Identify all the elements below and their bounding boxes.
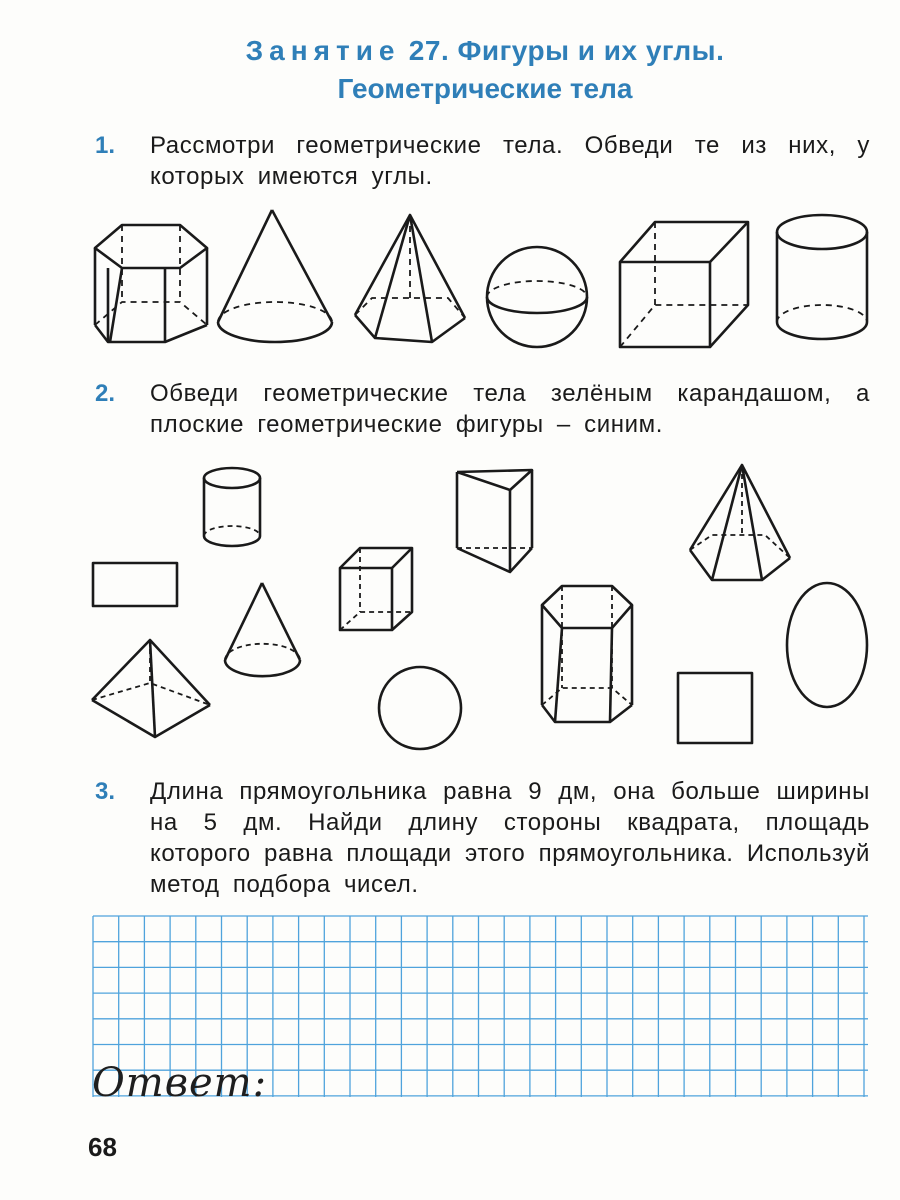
task-text: Обведи геометрические тела зелёным карандашом, а плоские геометрические фигуры – синим. (150, 380, 870, 438)
task-number: 1. (95, 132, 116, 159)
cylinder[interactable] (777, 215, 867, 339)
cone[interactable] (218, 210, 332, 342)
square-pyramid[interactable] (92, 640, 210, 737)
square-flat[interactable] (678, 673, 752, 743)
hexagonal-prism[interactable] (95, 225, 207, 342)
tall-hexagonal-prism[interactable] (542, 586, 632, 722)
sphere[interactable] (487, 247, 587, 347)
page-number: 68 (88, 1132, 117, 1162)
cube[interactable] (620, 222, 748, 347)
small-cylinder[interactable] (204, 468, 260, 546)
title-word: Занятие (245, 35, 401, 66)
ellipse-flat[interactable] (787, 583, 867, 707)
answer-label: Ответ: (92, 1060, 268, 1106)
title-rest: 27. Фигуры и их углы. (408, 35, 725, 66)
task-text: Длина прямоугольника равна 9 дм, она больше ширины на 5 дм. Найди длину стороны квадрата, площадь которого равна площади этого прямоугольника. Используй метод подбора чисел. (150, 778, 870, 898)
rectangle-flat[interactable] (93, 563, 177, 606)
task-number: 2. (95, 380, 116, 407)
task-text: Рассмотри геометрические тела. Обведи те из них, у которых имеются углы. (150, 132, 870, 190)
triangular-prism[interactable] (457, 470, 532, 572)
small-cube[interactable] (340, 548, 412, 630)
circle-flat[interactable] (379, 667, 461, 749)
hexagonal-pyramid[interactable] (355, 215, 465, 342)
small-pyramid[interactable] (690, 465, 790, 580)
small-cone[interactable] (225, 583, 300, 676)
task-number: 3. (95, 778, 116, 805)
lesson-subtitle: Геометрические тела (337, 73, 633, 104)
